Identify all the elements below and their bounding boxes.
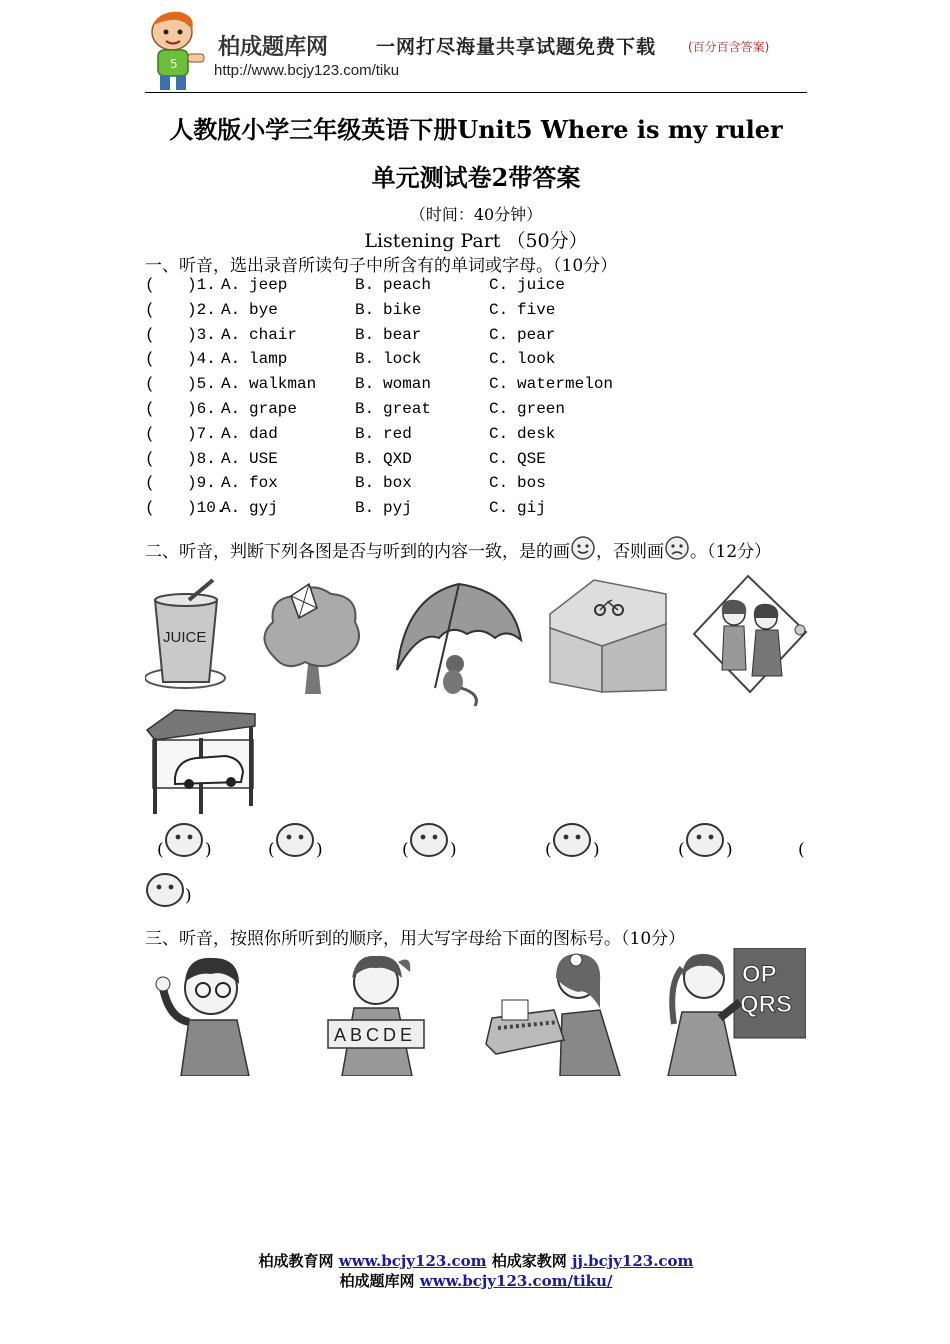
blocks-letters: ABCDE xyxy=(334,1025,417,1045)
question-number: )9. xyxy=(187,474,216,493)
answer-blank-open[interactable]: ( xyxy=(145,400,155,418)
option-a-label: A. xyxy=(221,325,241,344)
option-a-label: A. xyxy=(221,375,241,394)
option-c-label: C. xyxy=(489,449,509,468)
option-c-label: C. xyxy=(489,499,509,518)
girl-at-typewriter-image xyxy=(482,948,622,1076)
option-c-word: desk xyxy=(517,424,556,443)
option-a-word: grape xyxy=(249,400,298,418)
option-c-word: pear xyxy=(517,325,556,344)
blank-face-icon[interactable] xyxy=(164,822,204,858)
time-limit: （时间：40分钟） xyxy=(409,205,543,224)
sad-face-icon xyxy=(664,535,690,561)
option-b-word: lock xyxy=(383,350,422,369)
option-a-label: A. xyxy=(221,449,241,468)
answer-paren-open: ( xyxy=(268,840,275,860)
answer-blank-open[interactable]: ( xyxy=(145,499,155,518)
option-b-word: QXD xyxy=(383,449,412,468)
answer-paren-open: ( xyxy=(157,840,164,860)
option-a-label: A. xyxy=(221,474,241,493)
option-a-label: A. xyxy=(221,276,241,294)
option-b-label: B. xyxy=(355,300,375,319)
site-url[interactable]: http://www.bcjy123.com/tiku xyxy=(214,62,400,79)
answer-paren-close: ) xyxy=(593,840,600,860)
option-b-word: great xyxy=(383,400,432,418)
blank-face-icon[interactable] xyxy=(409,822,449,858)
girl-at-blackboard-image xyxy=(664,948,806,1076)
option-a-label: A. xyxy=(221,300,241,319)
question-number: )7. xyxy=(187,424,216,443)
option-a-word: walkman xyxy=(249,375,317,394)
answer-blank-open[interactable]: ( xyxy=(145,375,155,394)
option-b-label: B. xyxy=(355,375,375,394)
answer-paren-close: ) xyxy=(726,840,733,860)
car-under-desk-image xyxy=(145,708,257,814)
question-number: )2. xyxy=(187,300,216,319)
footer-site1-name: 柏成教育网 xyxy=(258,1252,334,1270)
answer-paren-open: ( xyxy=(402,840,409,860)
header-banner xyxy=(140,8,810,92)
section2-heading xyxy=(145,535,771,562)
option-b-label: B. xyxy=(355,350,375,369)
footer-link-main[interactable]: www.bcjy123.com xyxy=(338,1252,487,1270)
blank-face-icon[interactable] xyxy=(145,872,185,908)
smile-face-icon xyxy=(570,535,596,561)
girl-with-blocks-image xyxy=(312,948,442,1076)
option-c-label: C. xyxy=(489,424,509,443)
option-c-label: C. xyxy=(489,375,509,394)
boy-waving-image xyxy=(145,948,271,1076)
answer-paren-close: ) xyxy=(316,840,323,860)
option-c-label: C. xyxy=(489,325,509,344)
answer-paren-open: ( xyxy=(678,840,685,860)
board-line2: QRS xyxy=(740,991,793,1018)
question-number: )1. xyxy=(187,276,216,294)
option-c-word: bos xyxy=(517,474,546,493)
option-b-word: peach xyxy=(383,276,432,294)
option-a-word: chair xyxy=(249,325,298,344)
answer-paren-close: ) xyxy=(185,886,192,906)
option-b-word: box xyxy=(383,474,412,493)
option-b-label: B. xyxy=(355,424,375,443)
option-a-word: lamp xyxy=(249,350,288,369)
monkey-under-umbrella-image xyxy=(395,578,523,708)
option-c-word: five xyxy=(517,300,556,319)
option-b-label: B. xyxy=(355,499,375,518)
answer-paren-open: ( xyxy=(798,840,805,860)
answer-badge: (百分百含答案) xyxy=(688,40,770,54)
option-b-label: B. xyxy=(355,400,375,418)
juice-cup-image xyxy=(145,578,231,694)
answer-blank-open[interactable]: ( xyxy=(145,325,155,344)
bike-on-desk-image xyxy=(548,578,668,694)
question-number: )5. xyxy=(187,375,216,394)
answer-blank-open[interactable]: ( xyxy=(145,300,155,319)
doc-title-line1: 人教版小学三年级英语下册Unit5 Where is my ruler xyxy=(169,115,783,144)
option-b-word: pyj xyxy=(383,499,412,518)
juice-label: JUICE xyxy=(163,629,207,646)
option-a-word: fox xyxy=(249,474,278,493)
section1-heading: 一、听音，选出录音所读句子中所含有的单词或字母。（10分） xyxy=(145,256,618,276)
svg-text:5: 5 xyxy=(170,57,178,71)
option-a-label: A. xyxy=(221,350,241,369)
question-number: )3. xyxy=(187,325,216,344)
brand-name: 柏成题库网 xyxy=(218,35,329,60)
option-b-word: bear xyxy=(383,325,422,344)
blank-face-icon[interactable] xyxy=(685,822,725,858)
option-a-label: A. xyxy=(221,499,241,518)
option-c-label: C. xyxy=(489,400,509,418)
option-a-word: jeep xyxy=(249,276,288,294)
question-number: )6. xyxy=(187,400,216,418)
option-b-word: red xyxy=(383,424,412,443)
question-number: )8. xyxy=(187,449,216,468)
option-c-label: C. xyxy=(489,474,509,493)
kite-in-tree-image xyxy=(255,578,365,694)
option-c-label: C. xyxy=(489,350,509,369)
mascot-logo xyxy=(140,8,210,92)
answer-paren-close: ) xyxy=(450,840,457,860)
option-a-word: bye xyxy=(249,300,278,319)
option-a-word: dad xyxy=(249,424,278,443)
girls-in-frame-image xyxy=(690,574,808,694)
option-b-label: B. xyxy=(355,449,375,468)
footer-site3-name: 柏成题库网 xyxy=(339,1272,415,1290)
question-number: )10. xyxy=(187,499,226,518)
option-b-label: B. xyxy=(355,276,375,294)
option-b-label: B. xyxy=(355,325,375,344)
option-c-word: green xyxy=(517,400,566,418)
blank-face-icon[interactable] xyxy=(275,822,315,858)
part-heading: Listening Part （50分） xyxy=(364,230,588,252)
answer-paren-close: ) xyxy=(205,840,212,860)
option-b-label: B. xyxy=(355,474,375,493)
option-a-word: gyj xyxy=(249,499,278,518)
board-line1: OP xyxy=(742,961,777,988)
option-c-label: C. xyxy=(489,276,509,294)
option-a-label: A. xyxy=(221,400,241,418)
option-b-word: bike xyxy=(383,300,422,319)
footer-line1 xyxy=(145,1250,807,1271)
footer-site2-name: 柏成家教网 xyxy=(491,1252,567,1270)
option-c-label: C. xyxy=(489,300,509,319)
answer-paren-open: ( xyxy=(545,840,552,860)
question-number: )4. xyxy=(187,350,216,369)
footer-line2 xyxy=(145,1270,807,1291)
section2-heading-part2: ，否则画 xyxy=(596,542,664,562)
section2-heading-part3: 。（12分） xyxy=(690,542,772,562)
option-b-word: woman xyxy=(383,375,432,394)
option-a-label: A. xyxy=(221,424,241,443)
option-a-word: USE xyxy=(249,449,278,468)
answer-blank-open[interactable]: ( xyxy=(145,350,155,369)
option-c-word: watermelon xyxy=(517,375,614,394)
answer-blank-open[interactable]: ( xyxy=(145,449,155,468)
blank-face-icon[interactable] xyxy=(552,822,592,858)
answer-blank-open[interactable]: ( xyxy=(145,474,155,493)
section2-heading-part1: 二、听音，判断下列各图是否与听到的内容一致，是的画 xyxy=(145,542,570,562)
option-c-word: look xyxy=(517,350,556,369)
brand-slogan: 一网打尽海量共享试题免费下载 xyxy=(376,36,657,58)
option-c-word: juice xyxy=(517,276,566,294)
footer-link-tutor[interactable]: jj.bcjy123.com xyxy=(572,1252,694,1270)
section3-heading: 三、听音，按照你所听到的顺序，用大写字母给下面的图标号。（10分） xyxy=(145,929,686,949)
doc-title-line2: 单元测试卷2带答案 xyxy=(371,163,581,192)
footer-link-tiku[interactable]: www.bcjy123.com/tiku/ xyxy=(419,1272,613,1290)
answer-blank-open[interactable]: ( xyxy=(145,424,155,443)
answer-blank-open[interactable]: ( xyxy=(145,276,155,294)
header-divider xyxy=(145,92,807,93)
option-c-word: gij xyxy=(517,499,546,518)
option-c-word: QSE xyxy=(517,449,546,468)
